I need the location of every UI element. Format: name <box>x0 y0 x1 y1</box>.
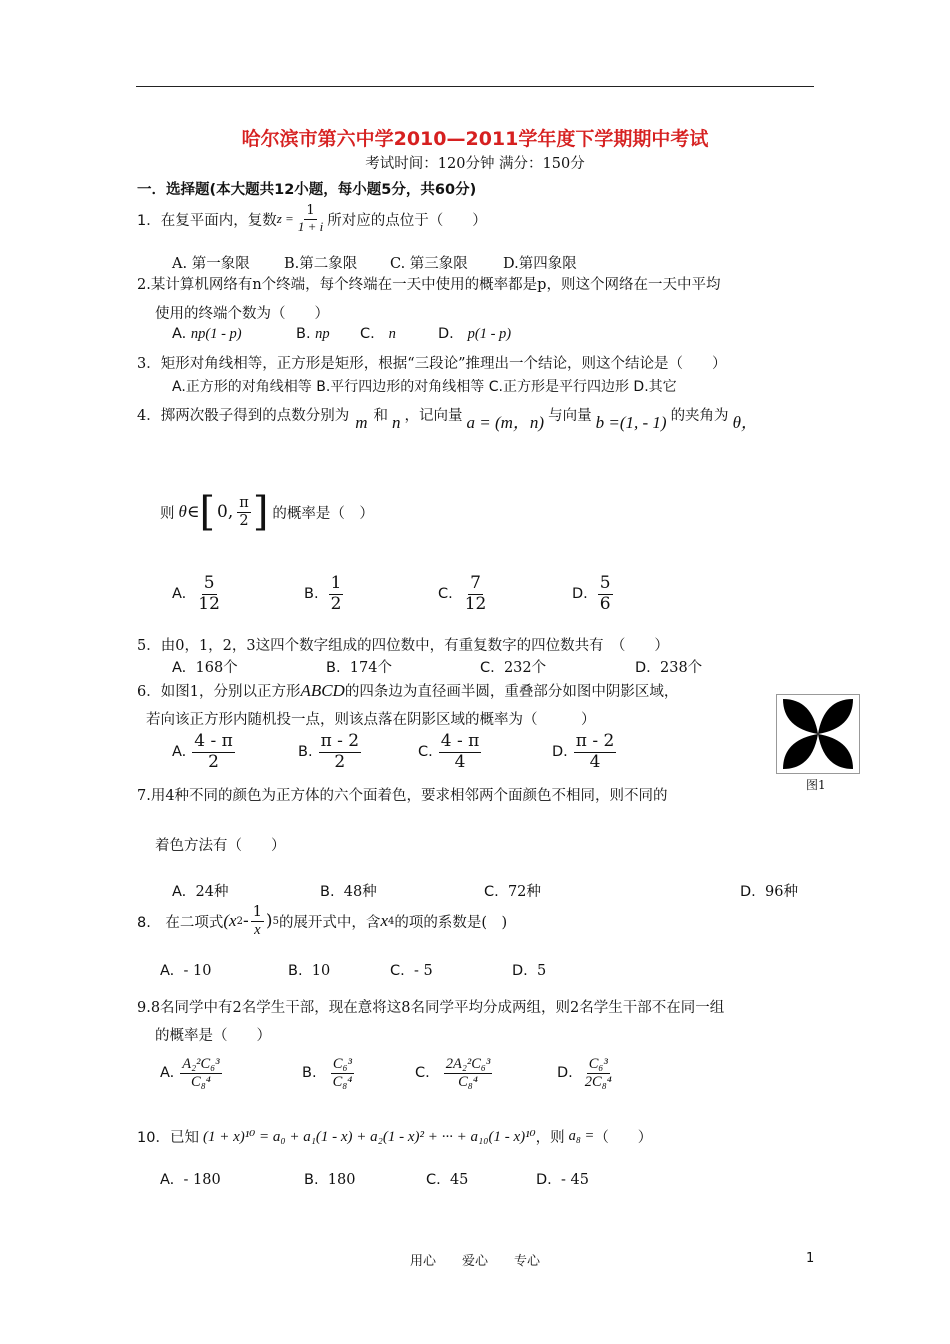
page-title: 哈尔滨市第六中学2010—2011学年度下学期期中考试 <box>241 128 709 150</box>
q2-option-d: D. p(1 - p) <box>438 326 512 342</box>
q1-option-d: D.第四象限 <box>503 256 577 272</box>
q5-option-d: D. 238个 <box>635 660 703 676</box>
q9-option-a: A. $\frac{\text{A₂²C₆³}}{\text{C₈⁴}}$ <box>160 1056 220 1090</box>
q1-fraction: $\frac{1}{1 + i}$ <box>297 203 324 234</box>
q9-option-c: C. $\frac{\text{2A₂²C₆³}}{\text{C₈⁴}}$ <box>415 1056 491 1090</box>
q6-option-c: C. $\frac{4 - \pi}{4}$ <box>418 731 480 772</box>
q8-option-d: D. 5 <box>512 963 547 979</box>
q8-option-c: C. - 5 <box>390 963 433 979</box>
q5-option-b: B. 174个 <box>326 660 392 676</box>
question-8: 8. 在二项式 (x 2 - $\frac{1}{x}$ ) 5 的展开式中，含 x 4 的项的系数是( ) <box>137 904 508 938</box>
question-10: 10．已知 (1 + x)¹⁰ = a₀ + a₁(1 - x) + a₂(1 - x)² + ··· + a₁₀(1 - x)¹⁰ ，则 a₈ = （ ） <box>137 1128 653 1146</box>
q7-option-a: A. 24种 <box>172 884 229 900</box>
q2-option-c: C. n <box>360 326 396 342</box>
question-4-line2: 则 θ∈ [ 0, $\frac{\pi}{2}$ ] 的概率是（ ） <box>160 489 374 535</box>
figure-1-caption: 图1 <box>806 778 826 792</box>
q1-option-a: A. 第一象限 <box>172 256 250 272</box>
q4-option-a: A. $\frac{5}{12}$ <box>172 573 220 614</box>
question-5-line1: 5．由0，1，2，3这四个数字组成的四位数中，有重复数字的四位数共有 （ ） <box>137 638 669 654</box>
figure-1 <box>776 694 860 774</box>
question-4-line1: 4．掷两次骰子得到的点数分别为 m 和 n ，记向量 a = (m，n) 与向量 b =(1, - 1) 的夹角为 θ， <box>137 408 758 432</box>
question-7-line2: 着色方法有（ ） <box>155 838 286 854</box>
question-7-line1: 7.用4种不同的颜色为正方体的六个面着色，要求相邻两个面颜色不相同，则不同的 <box>137 788 668 804</box>
q4-option-b: B. $\frac{1}{2}$ <box>304 573 342 614</box>
q4-option-d: D. $\frac{5}{6}$ <box>572 573 611 614</box>
q5-option-c: C. 232个 <box>480 660 547 676</box>
q1-option-b: B.第二象限 <box>284 256 358 272</box>
question-2-line1: 2.某计算机网络有n个终端，每个终端在一天中使用的概率都是p，则这个网络在一天中平均 <box>137 277 721 293</box>
question-3-options: A.正方形的对角线相等 B.平行四边形的对角线相等 C.正方形是平行四边形 D.其它 <box>172 379 677 395</box>
question-6-line2: 若向该正方形内随机投一点，则该点落在阴影区域的概率为（ ） <box>146 712 596 728</box>
q8-fraction: $\frac{1}{x}$ <box>252 904 262 938</box>
q6-option-d: D. $\frac{\pi - 2}{4}$ <box>552 731 615 772</box>
question-9-line1: 9.8名同学中有2名学生干部，现在意将这8名同学平均分成两组，则2名学生干部不在同一组 <box>137 1000 725 1016</box>
q8-option-b: B. 10 <box>288 963 331 979</box>
question-3-line1: 3．矩形对角线相等，正方形是矩形，根据“三段论”推理出一个结论，则这个结论是（ ） <box>137 356 727 372</box>
question-9-line2: 的概率是（ ） <box>155 1028 271 1044</box>
q2-option-a: A. np(1 - p) <box>172 326 242 342</box>
header-rule <box>136 86 814 87</box>
q5-option-a: A. 168个 <box>172 660 238 676</box>
q1-option-c: C. 第三象限 <box>390 256 468 272</box>
q9-option-d: D. $\frac{\text{C₆³}}{\text{2C₈⁴}}$ <box>557 1056 612 1090</box>
section-heading: 一．选择题(本大题共12小题，每小题5分，共60分) <box>137 182 477 198</box>
question-6-line1: 6．如图1，分别以正方形 ABCD 的四条边为直径画半圆，重叠部分如图中阴影区域， <box>137 681 679 700</box>
q10-option-d: D. - 45 <box>536 1172 589 1188</box>
q10-option-c: C. 45 <box>426 1172 469 1188</box>
q9-option-b: B. $\frac{\text{C₆³}}{\text{C₈⁴}}$ <box>302 1056 353 1090</box>
q10-option-b: B. 180 <box>304 1172 356 1188</box>
exam-info: 考试时间：120分钟 满分：150分 <box>365 156 585 172</box>
q6-option-a: A. $\frac{4 - \pi}{2}$ <box>172 731 233 772</box>
question-2-line2: 使用的终端个数为（ ） <box>155 306 329 322</box>
q7-option-c: C. 72种 <box>484 884 541 900</box>
q7-option-b: B. 48种 <box>320 884 377 900</box>
q10-option-a: A. - 180 <box>160 1172 221 1188</box>
footer-motto: 用心 爱心 专心 <box>409 1254 540 1269</box>
q7-option-d: D. 96种 <box>740 884 798 900</box>
q8-option-a: A. - 10 <box>160 963 212 979</box>
page-number: 1 <box>806 1251 815 1266</box>
q4-interval-fraction: $\frac{\pi}{2}$ <box>239 494 249 529</box>
q6-option-b: B. $\frac{\pi - 2}{2}$ <box>298 731 360 772</box>
question-1: 1． 在复平面内，复数 z = $\frac{1}{1 + i}$ 所对应的点位于（ ） <box>137 203 487 234</box>
q2-option-b: B. np <box>296 326 330 342</box>
q4-option-c: C. $\frac{7}{12}$ <box>438 573 487 614</box>
four-petal-figure <box>777 695 859 773</box>
